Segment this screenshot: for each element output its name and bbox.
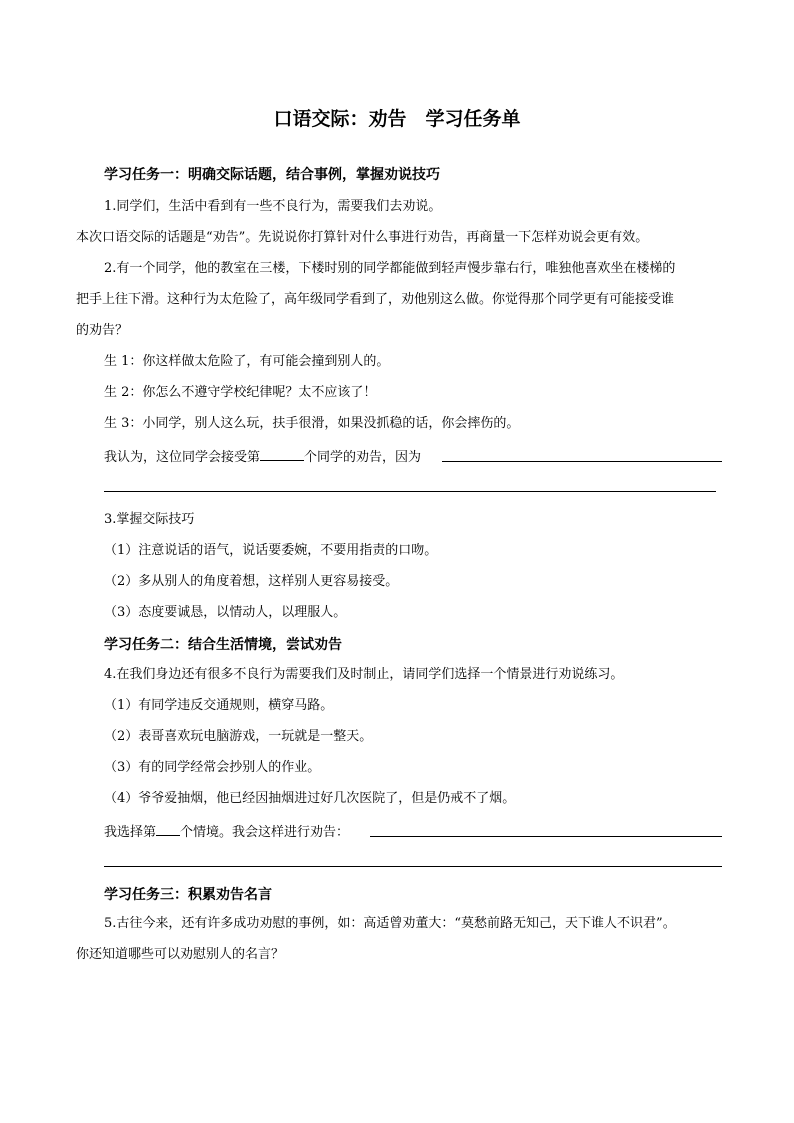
- student-number-blank[interactable]: [260, 446, 304, 461]
- scenario-2: （2）表哥喜欢玩电脑游戏，一玩就是一整天。: [104, 729, 373, 744]
- scenario-1: （1）有同学违反交通规则，横穿马路。: [104, 698, 334, 713]
- q4-line1: 4.在我们身边还有很多不良行为需要我们及时制止，请同学们选择一个情景进行劝说练习。: [104, 667, 624, 682]
- reason-blank-line[interactable]: [442, 461, 722, 462]
- answer-prefix: 我认为，这位同学会接受第: [104, 450, 261, 465]
- q5-line2: 你还知道哪些可以劝慰别人的名言？: [76, 947, 285, 962]
- scenario-number-blank[interactable]: [156, 821, 180, 836]
- tip-3: （3）态度要诚恳，以情动人，以理服人。: [104, 605, 347, 620]
- answer-prefix: 我选择第: [104, 825, 157, 840]
- tip-2: （2）多从别人的角度着想，这样别人更容易接受。: [104, 574, 399, 589]
- task2-heading: 学习任务二：结合生活情境，尝试劝告: [104, 637, 342, 653]
- tip-1: （1）注意说话的语气，说话要委婉，不要用指责的口吻。: [104, 543, 438, 558]
- task2-answer-line: [104, 821, 349, 842]
- q1-line1: 1.同学们，生活中看到有一些不良行为，需要我们去劝说。: [104, 199, 442, 214]
- persuasion-blank-line[interactable]: [370, 836, 722, 837]
- student-3-answer: 生 3：小同学，别人这么玩，扶手很滑，如果没抓稳的话，你会摔伤的。: [104, 416, 520, 431]
- q5-line1: 5.古往今来，还有许多成功劝慰的事例，如：高适曾劝董大：“莫愁前路无知己，天下谁人不识君”。: [104, 916, 676, 931]
- q2-line3: 的劝告？: [76, 323, 129, 338]
- student-1-answer: 生 1：你这样做太危险了，有可能会撞到别人的。: [104, 354, 390, 369]
- q2-line2: 把手上往下滑。这种行为太危险了，高年级同学看到了，劝他别这么做。你觉得那个同学更有可能接受谁: [76, 292, 675, 307]
- task1-answer-line: [104, 446, 421, 467]
- reason-blank-line-2[interactable]: [104, 491, 716, 492]
- q2-line1: 2.有一个同学，他的教室在三楼，下楼时别的同学都能做到轻声慢步靠右行，唯独他喜欢坐在楼梯的: [104, 261, 676, 276]
- task3-heading: 学习任务三：积累劝告名言: [104, 887, 272, 903]
- student-2-answer: 生 2：你怎么不遵守学校纪律呢？太不应该了！: [104, 385, 377, 400]
- task1-heading: 学习任务一：明确交际话题，结合事例，掌握劝说技巧: [104, 167, 440, 183]
- q3-title: 3.掌握交际技巧: [104, 512, 195, 527]
- scenario-4: （4）爷爷爱抽烟，他已经因抽烟进过好几次医院了，但是仍戒不了烟。: [104, 791, 516, 806]
- persuasion-blank-line-2[interactable]: [104, 866, 722, 867]
- page-title: 口语交际：劝告 学习任务单: [273, 108, 521, 130]
- answer-middle: 个同学的劝告，因为: [304, 450, 422, 465]
- answer-middle: 个情境。我会这样进行劝告：: [180, 825, 350, 840]
- scenario-3: （3）有的同学经常会抄别人的作业。: [104, 760, 321, 775]
- q1-line2: 本次口语交际的话题是“劝告”。先说说你打算针对什么事进行劝告，再商量一下怎样劝说会更有效。: [76, 230, 649, 245]
